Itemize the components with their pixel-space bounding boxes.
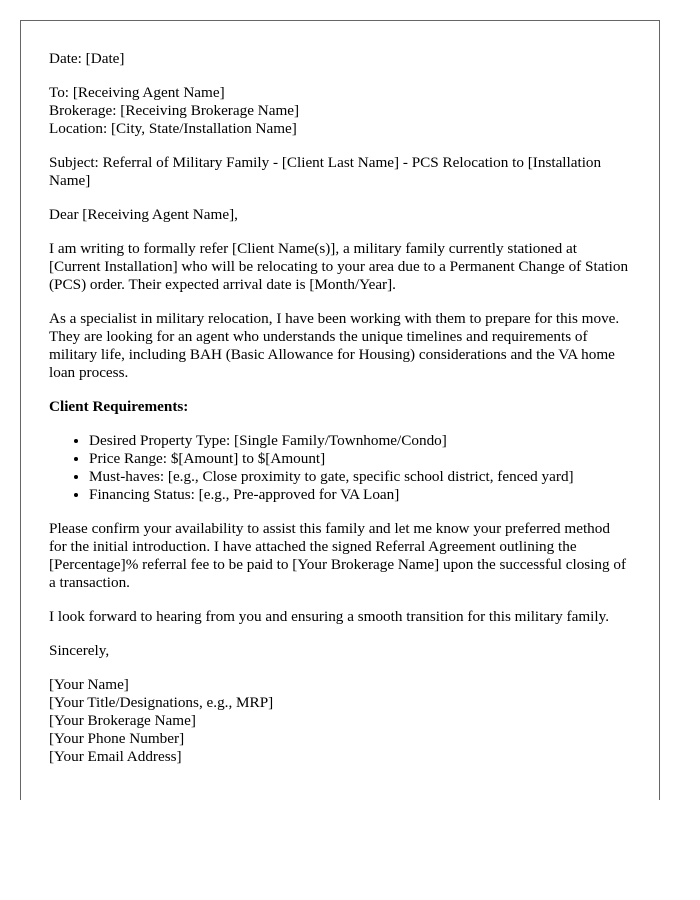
recipient-block bbox=[49, 84, 631, 138]
date-line: Date: [Date] bbox=[49, 50, 125, 67]
list-item: • Price Range: $[Amount] to $[Amount] bbox=[89, 450, 631, 468]
signature-brokerage: [Your Brokerage Name] bbox=[49, 712, 196, 729]
list-item: • Must-haves: [e.g., Close proximity to gate, specific school district, fenced yard] bbox=[89, 468, 631, 486]
body-paragraph-closing: I look forward to hearing from you and ensuring a smooth transition for this military family. bbox=[49, 608, 609, 625]
signature-name: [Your Name] bbox=[49, 676, 129, 693]
body-paragraph-intro: I am writing to formally refer [Client Name(s)], a military family currently stationed at [Current Installation] who will be relocating to your area due to a Permanent Change of Station (PCS) order. Their expected arrival date is [Month/Year]. bbox=[49, 240, 629, 293]
signature-phone: [Your Phone Number] bbox=[49, 730, 185, 747]
list-item: • Desired Property Type: [Single Family/Townhome/Condo] bbox=[89, 432, 631, 450]
signature-email: [Your Email Address] bbox=[49, 748, 182, 765]
recipient-to: To: [Receiving Agent Name] bbox=[49, 84, 225, 101]
salutation: Dear [Receiving Agent Name], bbox=[49, 206, 238, 223]
body-paragraph-specialist: As a specialist in military relocation, I have been working with them to prepare for this move. They are looking for an agent who understands the unique timelines and requirements of military life, including BAH (Basic Allowance for Housing) considerations and the VA home loan process. bbox=[49, 310, 620, 381]
closing: Sincerely, bbox=[49, 642, 110, 659]
letter-page bbox=[20, 20, 660, 800]
requirements-heading: Client Requirements: bbox=[49, 398, 189, 415]
signature-block bbox=[49, 676, 631, 766]
recipient-brokerage: Brokerage: [Receiving Brokerage Name] bbox=[49, 102, 300, 119]
body-paragraph-confirm: Please confirm your availability to assist this family and let me know your preferred method for the initial introduction. I have attached the signed Referral Agreement outlining the [Percentage]% referral fee to be paid to [Your Brokerage Name] upon the successful closing of a transaction. bbox=[49, 520, 627, 591]
subject-line: Subject: Referral of Military Family - [Client Last Name] - PCS Relocation to [Installation Name] bbox=[49, 154, 602, 189]
recipient-location: Location: [City, State/Installation Name] bbox=[49, 120, 297, 137]
list-item: • Financing Status: [e.g., Pre-approved for VA Loan] bbox=[89, 486, 631, 504]
requirements-list bbox=[49, 432, 631, 504]
signature-title: [Your Title/Designations, e.g., MRP] bbox=[49, 694, 274, 711]
